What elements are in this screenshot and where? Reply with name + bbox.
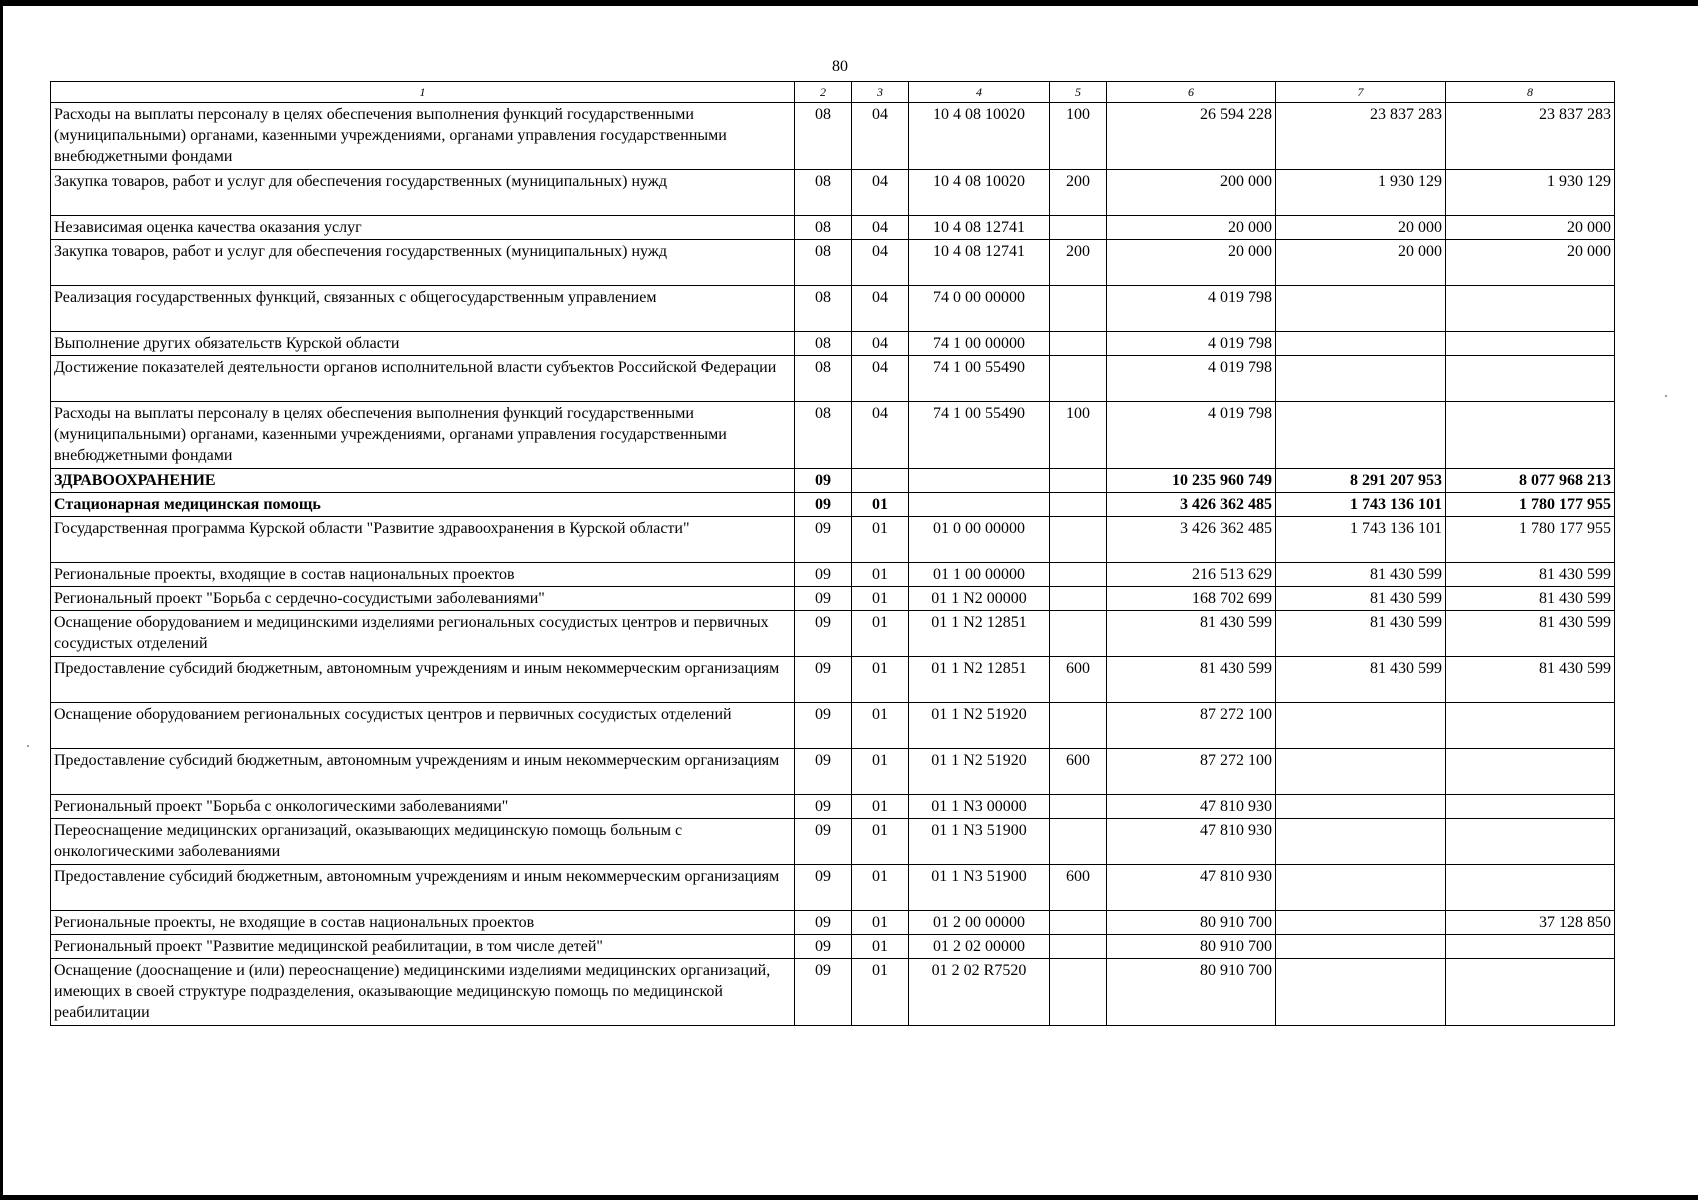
- table-row: [51, 819, 1615, 865]
- amount-col7-cell: 20 000: [1276, 240, 1446, 286]
- subsection-code-cell: [852, 469, 909, 493]
- subsection-code-cell: 04: [852, 402, 909, 469]
- amount-col8-cell: [1446, 795, 1615, 819]
- amount-col8-cell: 81 430 599: [1446, 563, 1615, 587]
- amount-col8-cell: [1446, 749, 1615, 795]
- subsection-code-cell: 01: [852, 749, 909, 795]
- amount-col7-cell: 23 837 283: [1276, 103, 1446, 170]
- table-row: [51, 240, 1615, 286]
- amount-col8-cell: 81 430 599: [1446, 611, 1615, 657]
- expense-type-cell: [1050, 216, 1107, 240]
- target-article-cell: 01 1 N2 00000: [909, 587, 1050, 611]
- amount-col8-cell: 81 430 599: [1446, 657, 1615, 703]
- amount-col8-cell: [1446, 356, 1615, 402]
- amount-col7-cell: 8 291 207 953: [1276, 469, 1446, 493]
- amount-col6-cell: 80 910 700: [1107, 959, 1276, 1026]
- section-code-cell: 08: [795, 286, 852, 332]
- subsection-code-cell: 01: [852, 517, 909, 563]
- expense-type-cell: [1050, 517, 1107, 563]
- subsection-code-cell: 01: [852, 819, 909, 865]
- row-name-cell: Реализация государственных функций, связанных с общегосударственным управлением: [51, 286, 795, 332]
- row-name-cell: Закупка товаров, работ и услуг для обеспечения государственных (муниципальных) нужд: [51, 240, 795, 286]
- table-row: [51, 356, 1615, 402]
- subsection-code-cell: 04: [852, 103, 909, 170]
- amount-col7-cell: 81 430 599: [1276, 587, 1446, 611]
- section-code-cell: 09: [795, 587, 852, 611]
- table-row: [51, 865, 1615, 911]
- expense-type-cell: [1050, 469, 1107, 493]
- amount-col7-cell: [1276, 749, 1446, 795]
- target-article-cell: 01 1 N2 12851: [909, 657, 1050, 703]
- subsection-code-cell: 04: [852, 286, 909, 332]
- section-code-cell: 09: [795, 611, 852, 657]
- amount-col7-cell: 1 743 136 101: [1276, 517, 1446, 563]
- table-row: [51, 657, 1615, 703]
- amount-col8-cell: [1446, 865, 1615, 911]
- table-row: [51, 286, 1615, 332]
- header-cell: 5: [1050, 82, 1107, 103]
- subsection-code-cell: 01: [852, 911, 909, 935]
- amount-col6-cell: 81 430 599: [1107, 611, 1276, 657]
- header-cell: 1: [51, 82, 795, 103]
- amount-col6-cell: 216 513 629: [1107, 563, 1276, 587]
- section-code-cell: 09: [795, 749, 852, 795]
- section-code-cell: 09: [795, 935, 852, 959]
- subsection-code-cell: 04: [852, 332, 909, 356]
- page-number: 80: [832, 58, 848, 75]
- subsection-code-cell: 01: [852, 611, 909, 657]
- target-article-cell: 10 4 08 12741: [909, 240, 1050, 286]
- row-name-cell: Переоснащение медицинских организаций, оказывающих медицинскую помощь больным с онкологическими заболеваниями: [51, 819, 795, 865]
- section-code-cell: 09: [795, 819, 852, 865]
- section-code-cell: 09: [795, 865, 852, 911]
- amount-col8-cell: 8 077 968 213: [1446, 469, 1615, 493]
- amount-col6-cell: 4 019 798: [1107, 402, 1276, 469]
- section-code-cell: 08: [795, 170, 852, 216]
- target-article-cell: 01 0 00 00000: [909, 517, 1050, 563]
- row-name-cell: Государственная программа Курской области "Развитие здравоохранения в Курской области": [51, 517, 795, 563]
- expense-type-cell: [1050, 703, 1107, 749]
- section-code-cell: 09: [795, 795, 852, 819]
- amount-col7-cell: [1276, 795, 1446, 819]
- expense-type-cell: 600: [1050, 865, 1107, 911]
- section-code-cell: 09: [795, 563, 852, 587]
- subsection-code-cell: 04: [852, 170, 909, 216]
- subsection-code-cell: 04: [852, 216, 909, 240]
- table-row: [51, 611, 1615, 657]
- row-name-cell: Достижение показателей деятельности органов исполнительной власти субъектов Российской Федерации: [51, 356, 795, 402]
- table-row: [51, 749, 1615, 795]
- section-code-cell: 09: [795, 959, 852, 1026]
- row-name-cell: Региональные проекты, не входящие в состав национальных проектов: [51, 911, 795, 935]
- table-row: [51, 587, 1615, 611]
- amount-col8-cell: [1446, 402, 1615, 469]
- table-row: [51, 935, 1615, 959]
- amount-col8-cell: [1446, 819, 1615, 865]
- section-code-cell: 09: [795, 493, 852, 517]
- table-row: [51, 170, 1615, 216]
- row-name-cell: Оснащение (дооснащение и (или) переоснащение) медицинскими изделиями медицинских организаций, имеющих в своей структуре подразделения, оказывающие медицинскую помощь по медицинской реабилитации: [51, 959, 795, 1026]
- amount-col7-cell: [1276, 286, 1446, 332]
- amount-col6-cell: 4 019 798: [1107, 332, 1276, 356]
- header-cell: 2: [795, 82, 852, 103]
- expense-type-cell: [1050, 611, 1107, 657]
- row-name-cell: Предоставление субсидий бюджетным, автономным учреждениям и иным некоммерческим организациям: [51, 749, 795, 795]
- header-cell: 7: [1276, 82, 1446, 103]
- amount-col6-cell: 87 272 100: [1107, 703, 1276, 749]
- amount-col7-cell: [1276, 959, 1446, 1026]
- amount-col8-cell: 81 430 599: [1446, 587, 1615, 611]
- amount-col8-cell: 23 837 283: [1446, 103, 1615, 170]
- target-article-cell: 01 1 N2 12851: [909, 611, 1050, 657]
- row-name-cell: Независимая оценка качества оказания услуг: [51, 216, 795, 240]
- expense-type-cell: [1050, 493, 1107, 517]
- amount-col8-cell: 20 000: [1446, 240, 1615, 286]
- amount-col7-cell: 81 430 599: [1276, 611, 1446, 657]
- row-name-cell: Оснащение оборудованием региональных сосудистых центров и первичных сосудистых отделений: [51, 703, 795, 749]
- amount-col6-cell: 80 910 700: [1107, 935, 1276, 959]
- target-article-cell: 01 1 N3 51900: [909, 819, 1050, 865]
- subsection-code-cell: 01: [852, 703, 909, 749]
- expense-type-cell: [1050, 911, 1107, 935]
- section-code-cell: 08: [795, 216, 852, 240]
- expense-type-cell: 600: [1050, 657, 1107, 703]
- amount-col6-cell: 168 702 699: [1107, 587, 1276, 611]
- target-article-cell: 10 4 08 10020: [909, 103, 1050, 170]
- amount-col6-cell: 47 810 930: [1107, 819, 1276, 865]
- amount-col8-cell: [1446, 959, 1615, 1026]
- row-name-cell: Расходы на выплаты персоналу в целях обеспечения выполнения функций государственными (муниципальными) органами, казенными учреждениями, органами управления государственными внебюджетными фондами: [51, 402, 795, 469]
- amount-col8-cell: [1446, 935, 1615, 959]
- target-article-cell: 10 4 08 10020: [909, 170, 1050, 216]
- amount-col6-cell: 200 000: [1107, 170, 1276, 216]
- expense-type-cell: 200: [1050, 170, 1107, 216]
- table-row: [51, 493, 1615, 517]
- amount-col6-cell: 3 426 362 485: [1107, 493, 1276, 517]
- table-row: [51, 703, 1615, 749]
- subsection-code-cell: 01: [852, 959, 909, 1026]
- amount-col7-cell: [1276, 819, 1446, 865]
- amount-col8-cell: 1 930 129: [1446, 170, 1615, 216]
- row-name-cell: Региональные проекты, входящие в состав национальных проектов: [51, 563, 795, 587]
- amount-col8-cell: [1446, 703, 1615, 749]
- amount-col7-cell: 1 743 136 101: [1276, 493, 1446, 517]
- table-row: [51, 103, 1615, 170]
- section-code-cell: 08: [795, 103, 852, 170]
- subsection-code-cell: 04: [852, 356, 909, 402]
- amount-col8-cell: 1 780 177 955: [1446, 493, 1615, 517]
- amount-col8-cell: 37 128 850: [1446, 911, 1615, 935]
- table-body: [51, 103, 1615, 1026]
- amount-col7-cell: 1 930 129: [1276, 170, 1446, 216]
- target-article-cell: 01 1 00 00000: [909, 563, 1050, 587]
- row-name-cell: Оснащение оборудованием и медицинскими изделиями региональных сосудистых центров и первичных сосудистых отделений: [51, 611, 795, 657]
- expense-type-cell: [1050, 935, 1107, 959]
- scan-frame-bottom: [0, 1195, 1698, 1200]
- expense-type-cell: [1050, 795, 1107, 819]
- table-row: [51, 563, 1615, 587]
- amount-col6-cell: 10 235 960 749: [1107, 469, 1276, 493]
- header-cell: 6: [1107, 82, 1276, 103]
- amount-col6-cell: 81 430 599: [1107, 657, 1276, 703]
- amount-col7-cell: [1276, 703, 1446, 749]
- header-cell: 4: [909, 82, 1050, 103]
- budget-table: [50, 81, 1615, 1026]
- subsection-code-cell: 01: [852, 493, 909, 517]
- header-cell: 3: [852, 82, 909, 103]
- target-article-cell: 74 1 00 00000: [909, 332, 1050, 356]
- row-name-cell: Расходы на выплаты персоналу в целях обеспечения выполнения функций государственными (муниципальными) органами, казенными учреждениями, органами управления государственными внебюджетными фондами: [51, 103, 795, 170]
- scan-frame-top: [0, 0, 1698, 6]
- amount-col6-cell: 80 910 700: [1107, 911, 1276, 935]
- target-article-cell: [909, 469, 1050, 493]
- amount-col6-cell: 4 019 798: [1107, 286, 1276, 332]
- expense-type-cell: [1050, 959, 1107, 1026]
- table-row: [51, 911, 1615, 935]
- amount-col7-cell: [1276, 402, 1446, 469]
- table-row: [51, 332, 1615, 356]
- amount-col8-cell: [1446, 332, 1615, 356]
- row-name-cell: Региональный проект "Борьба с сердечно-сосудистыми заболеваниями": [51, 587, 795, 611]
- amount-col8-cell: [1446, 286, 1615, 332]
- expense-type-cell: [1050, 356, 1107, 402]
- subsection-code-cell: 01: [852, 563, 909, 587]
- subsection-code-cell: 01: [852, 865, 909, 911]
- target-article-cell: 01 2 02 00000: [909, 935, 1050, 959]
- expense-type-cell: [1050, 332, 1107, 356]
- target-article-cell: 10 4 08 12741: [909, 216, 1050, 240]
- scan-speck: [1665, 395, 1667, 397]
- amount-col6-cell: 4 019 798: [1107, 356, 1276, 402]
- row-name-cell: Региональный проект "Развитие медицинской реабилитации, в том числе детей": [51, 935, 795, 959]
- amount-col8-cell: 1 780 177 955: [1446, 517, 1615, 563]
- row-name-cell: Выполнение других обязательств Курской области: [51, 332, 795, 356]
- amount-col6-cell: 3 426 362 485: [1107, 517, 1276, 563]
- expense-type-cell: [1050, 286, 1107, 332]
- target-article-cell: 01 2 02 R7520: [909, 959, 1050, 1026]
- section-code-cell: 09: [795, 703, 852, 749]
- target-article-cell: 74 1 00 55490: [909, 402, 1050, 469]
- target-article-cell: 01 1 N2 51920: [909, 703, 1050, 749]
- subsection-code-cell: 01: [852, 935, 909, 959]
- table-row: [51, 216, 1615, 240]
- amount-col7-cell: [1276, 356, 1446, 402]
- amount-col6-cell: 47 810 930: [1107, 795, 1276, 819]
- target-article-cell: 01 1 N2 51920: [909, 749, 1050, 795]
- section-code-cell: 09: [795, 657, 852, 703]
- row-name-cell: Предоставление субсидий бюджетным, автономным учреждениям и иным некоммерческим организациям: [51, 657, 795, 703]
- amount-col6-cell: 26 594 228: [1107, 103, 1276, 170]
- subsection-code-cell: 01: [852, 657, 909, 703]
- column-number-header: [51, 82, 1615, 103]
- scan-speck: [27, 745, 29, 747]
- table-row: [51, 402, 1615, 469]
- amount-col7-cell: [1276, 911, 1446, 935]
- expense-type-cell: [1050, 819, 1107, 865]
- amount-col7-cell: 20 000: [1276, 216, 1446, 240]
- amount-col7-cell: [1276, 935, 1446, 959]
- table-row: [51, 469, 1615, 493]
- section-code-cell: 08: [795, 240, 852, 286]
- amount-col6-cell: 47 810 930: [1107, 865, 1276, 911]
- expense-type-cell: 600: [1050, 749, 1107, 795]
- section-code-cell: 09: [795, 911, 852, 935]
- amount-col8-cell: 20 000: [1446, 216, 1615, 240]
- amount-col7-cell: 81 430 599: [1276, 563, 1446, 587]
- table-row: [51, 795, 1615, 819]
- expense-type-cell: 100: [1050, 402, 1107, 469]
- expense-type-cell: [1050, 587, 1107, 611]
- expense-type-cell: [1050, 563, 1107, 587]
- amount-col6-cell: 20 000: [1107, 240, 1276, 286]
- target-article-cell: 01 1 N3 51900: [909, 865, 1050, 911]
- amount-col7-cell: [1276, 332, 1446, 356]
- amount-col6-cell: 87 272 100: [1107, 749, 1276, 795]
- section-code-cell: 08: [795, 356, 852, 402]
- target-article-cell: 74 0 00 00000: [909, 286, 1050, 332]
- header-cell: 8: [1446, 82, 1615, 103]
- target-article-cell: [909, 493, 1050, 517]
- section-code-cell: 09: [795, 469, 852, 493]
- section-code-cell: 08: [795, 332, 852, 356]
- row-name-cell: Закупка товаров, работ и услуг для обеспечения государственных (муниципальных) нужд: [51, 170, 795, 216]
- row-name-cell: Предоставление субсидий бюджетным, автономным учреждениям и иным некоммерческим организациям: [51, 865, 795, 911]
- subsection-code-cell: 04: [852, 240, 909, 286]
- table-row: [51, 959, 1615, 1026]
- amount-col7-cell: 81 430 599: [1276, 657, 1446, 703]
- amount-col7-cell: [1276, 865, 1446, 911]
- expense-type-cell: 100: [1050, 103, 1107, 170]
- target-article-cell: 01 2 00 00000: [909, 911, 1050, 935]
- table-row: [51, 517, 1615, 563]
- scan-frame-left: [0, 0, 3, 1200]
- target-article-cell: 74 1 00 55490: [909, 356, 1050, 402]
- row-name-cell: Региональный проект "Борьба с онкологическими заболеваниями": [51, 795, 795, 819]
- target-article-cell: 01 1 N3 00000: [909, 795, 1050, 819]
- row-name-cell: ЗДРАВООХРАНЕНИЕ: [51, 469, 795, 493]
- subsection-code-cell: 01: [852, 587, 909, 611]
- section-code-cell: 09: [795, 517, 852, 563]
- amount-col6-cell: 20 000: [1107, 216, 1276, 240]
- row-name-cell: Стационарная медицинская помощь: [51, 493, 795, 517]
- section-code-cell: 08: [795, 402, 852, 469]
- subsection-code-cell: 01: [852, 795, 909, 819]
- expense-type-cell: 200: [1050, 240, 1107, 286]
